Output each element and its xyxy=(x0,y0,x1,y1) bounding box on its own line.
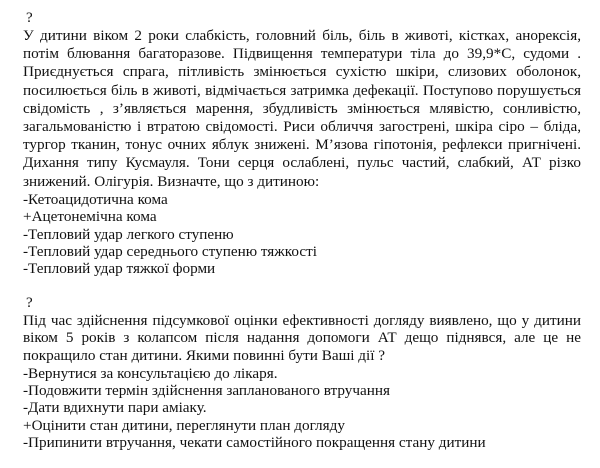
answer-option: -Тепловий удар тяжкої форми xyxy=(23,260,216,278)
question-2 xyxy=(23,294,581,452)
answer-option-correct: +Ацетонемічна кома xyxy=(23,208,157,226)
question-marker: ? xyxy=(26,294,33,311)
answer-option: -Кетоацидотична кома xyxy=(23,190,168,208)
answer-option: -Припинити втручання, чекати самостійного покращення стану дитини xyxy=(23,434,486,452)
answer-option: -Подовжити термін здійснення запланованого втручання xyxy=(23,382,390,400)
question-stem: У дитини віком 2 роки слабкість, головний біль, біль в животі, кістках, анорексія, потім блювання багаторазове. Підвищення температури тіла до 39,9*С, судоми . Приєднується спрага, пітливість змінюється сухістю шкіри, слизових оболонок, посилюється біль в животі, відмічається затримка дефекації. Поступово порушується свідомість , з’являється марення, збудливість змінюється млявістю, сонливістю, загальмованістю і втратою свідомості. Риси обличчя загострені, шкіра сіро – бліда, тургор тканин, тонус очних яблук знижені. М’язова гіпотонія, рефлекси пригнічені. Дихання типу Кусмауля. Тони серця ослаблені, пульс частий, слабкий, АТ різко знижений. Олігурія. Визначте, що з дитиною: xyxy=(23,27,581,190)
answer-option: -Тепловий удар легкого ступеню xyxy=(23,225,234,243)
answer-options xyxy=(23,365,581,452)
document-page xyxy=(23,9,581,452)
blank-line xyxy=(23,278,581,294)
question-marker: ? xyxy=(26,10,33,26)
question-stem: Під час здійснення підсумкової оцінки ефективності догляду виявлено, що у дитини віком 5 років з колапсом після надання допомоги АТ дещо піднявся, але це не покращило стан дитини. Якими повинні бути Ваші дії ? xyxy=(23,311,581,365)
answer-option: -Тепловий удар середнього ступеню тяжкості xyxy=(23,243,317,261)
answer-option: -Дати вдихнути пари аміаку. xyxy=(23,399,207,417)
answer-option: -Вернутися за консультацією до лікаря. xyxy=(23,364,278,382)
answer-options xyxy=(23,191,581,278)
question-1 xyxy=(23,9,581,278)
answer-option-correct: +Оцінити стан дитини, переглянути план догляду xyxy=(23,416,345,434)
